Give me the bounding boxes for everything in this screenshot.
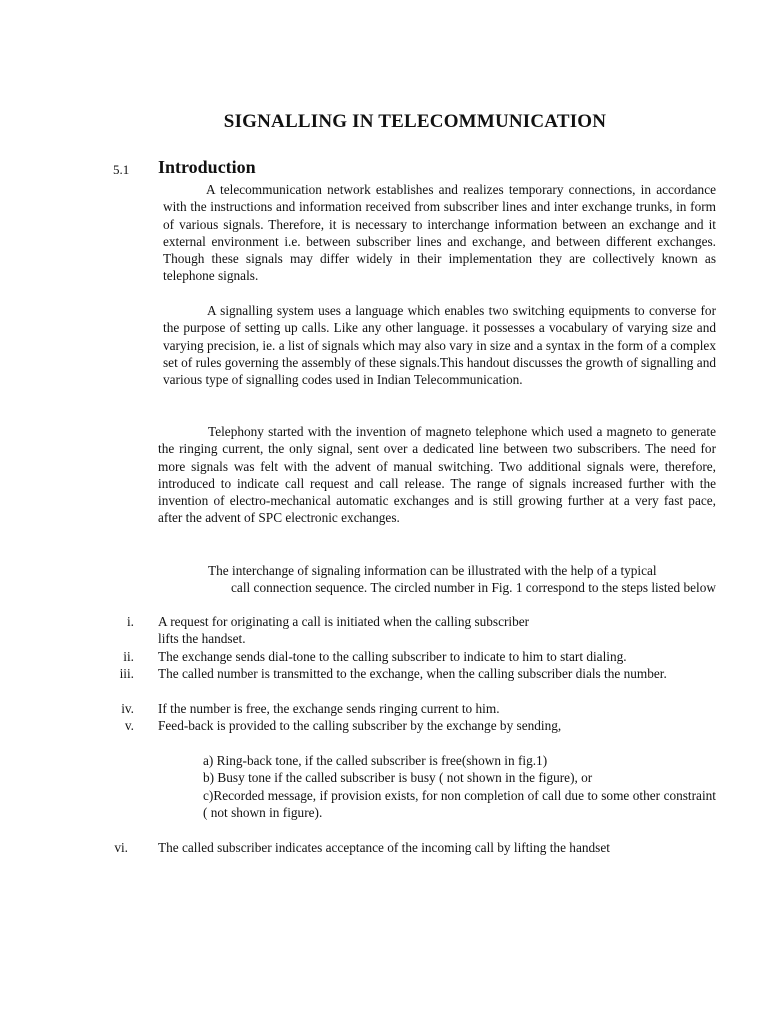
list-item-text: The exchange sends dial-tone to the calling subscriber to indicate to him to start dialing. bbox=[158, 649, 627, 664]
feedback-option-c: c)Recorded message, if provision exists, for non completion of call due to some other constraint ( not shown in figure). bbox=[203, 788, 716, 821]
list-item-number: iv. bbox=[121, 701, 134, 716]
list-item-text: If the number is free, the exchange sends ringing current to him. bbox=[158, 701, 500, 716]
list-item-text-continuation: lifts the handset. bbox=[158, 631, 246, 647]
paragraph-telephony-history: Telephony started with the invention of magneto telephone which used a magneto to generate the ringing current, the only signal, sent over a dedicated line between two subscribers. The need for more signals was felt with the advent of manual switching. Two additional signals were, therefore, introduced to indicate call request and call release. The range of signals increased further with the invention of electro-mechanical automatic exchanges and is still growing further at a very fast pace, after the advent of SPC electronic exchanges. bbox=[158, 424, 716, 526]
list-item-text: The called subscriber indicates acceptance of the incoming call by lifting the handset bbox=[158, 840, 610, 855]
list-item-text: The called number is transmitted to the exchange, when the calling subscriber dials the number. bbox=[158, 666, 667, 681]
list-item-number: vi. bbox=[114, 840, 128, 855]
list-item-text: Feed-back is provided to the calling subscriber by the exchange by sending, bbox=[158, 718, 562, 733]
list-item-text-line: A request for originating a call is initiated when the calling subscriber bbox=[158, 614, 530, 629]
call-sequence-line-1: The interchange of signaling information can be illustrated with the help of a typical bbox=[208, 563, 657, 578]
feedback-option-a: a) Ring-back tone, if the called subscriber is free(shown in fig.1) bbox=[203, 753, 548, 768]
call-sequence-line-2: call connection sequence. The circled number in Fig. 1 correspond to the steps listed below bbox=[231, 580, 716, 596]
page-title: SIGNALLING IN TELECOMMUNICATION bbox=[223, 111, 607, 132]
paragraph-call-sequence bbox=[160, 562, 716, 597]
list-item-text bbox=[158, 613, 717, 648]
list-item-number: i. bbox=[126, 614, 134, 629]
list-item-number: v. bbox=[124, 718, 134, 733]
paragraph-signalling-system: A signalling system uses a language which enables two switching equipments to converse for the purpose of setting up calls. Like any other language. it possesses a vocabulary of varying size and varying precision, ie. a list of signals which may also vary in size and a syntax in the form of a complex set of rules governing the assembly of these signals.This handout discusses the growth of signalling and various type of signalling codes used in Indian Telecommunication. bbox=[163, 303, 716, 388]
paragraph-intro: A telecommunication network establishes and realizes temporary connections, in accordance with the instructions and information received from subscriber lines and inter exchange trunks, in form of various signals. Therefore, it is necessary to interchange information between an exchange and it external environment i.e. between subscriber lines and exchange, and between different exchanges. Though these signals may differ widely in their implementation they are collectively known as telephone signals. bbox=[163, 182, 716, 284]
section-number: 5.1 bbox=[113, 162, 130, 177]
feedback-option-b: b) Busy tone if the called subscriber is busy ( not shown in the figure), or bbox=[203, 770, 593, 785]
list-item-number: iii. bbox=[119, 666, 134, 681]
section-heading: Introduction bbox=[158, 157, 256, 177]
list-item-number: ii. bbox=[123, 649, 134, 664]
